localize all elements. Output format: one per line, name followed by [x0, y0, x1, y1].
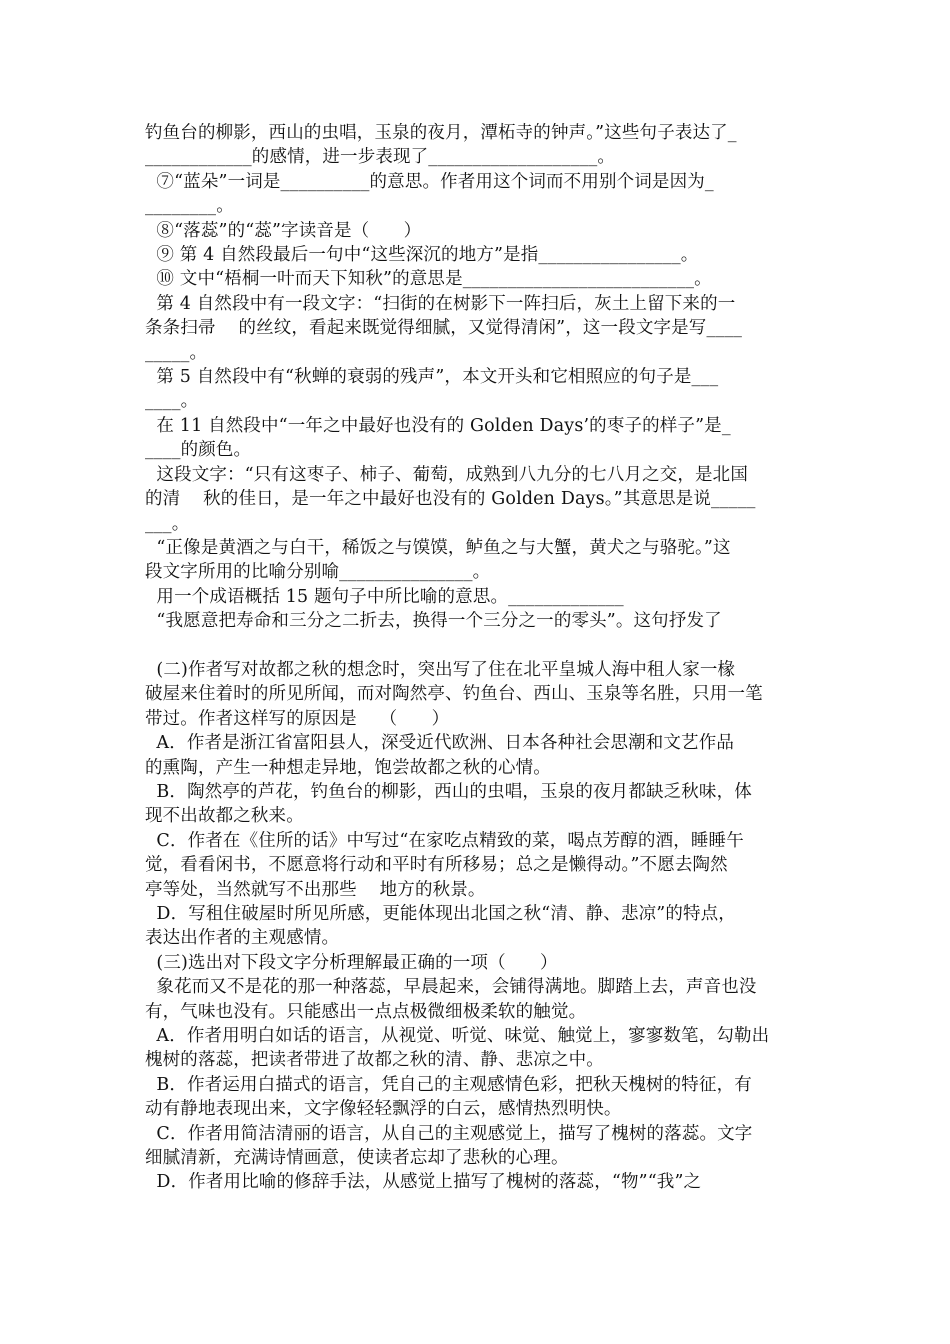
text-line: ___。 [145, 513, 190, 534]
text-line: 在 11 自然段中“一年之中最好也没有的 Golden Days’的枣子的样子”是_ [145, 415, 731, 436]
text-line: ____________的感情，进一步表现了___________________。 [145, 147, 616, 168]
text-line: 第 5 自然段中有“秋蝉的衰弱的残声”，本文开头和它相照应的句子是___ [145, 367, 719, 388]
text-line: 第 4 自然段中有一段文字：“扫街的在树影下一阵扫后，灰土上留下来的一 [145, 293, 736, 314]
text-line: D．作者用比喻的修辞手法，从感觉上描写了槐树的落蕊，“物”“我”之 [145, 1172, 702, 1193]
text-line [145, 634, 810, 658]
document-body [145, 121, 810, 1195]
text-line: 现不出故都之秋来。 [145, 806, 304, 827]
text-line: 动有静地表现出来，文字像轻轻飘浮的白云，感情热烈明快。 [145, 1099, 622, 1120]
text-line: 段文字所用的比喻分别喻_______________。 [145, 562, 491, 583]
text-line: 槐树的落蕊，把读者带进了故都之秋的清、静、悲凉之中。 [145, 1050, 604, 1071]
text-line: 钓鱼台的柳影，西山的虫唱，玉泉的夜月，潭柘寺的钟声。”这些句子表达了_ [145, 123, 737, 143]
text-line: “正像是黄酒之与白干，稀饭之与馍馍，鲈鱼之与大蟹，黄犬之与骆驼。”这 [145, 537, 731, 558]
text-line: “我愿意把寿命和三分之二折去，换得一个三分之一的零头”。这句抒发了 [145, 611, 722, 632]
text-line: D．写租住破屋时所见所感，更能体现出北国之秋“清、静、悲凉”的特点， [145, 903, 736, 924]
text-line: (三)选出对下段文字分析理解最正确的一项（ ） [145, 952, 558, 973]
text-line: 细腻清新，充满诗情画意，使读者忘却了悲秋的心理。 [145, 1148, 569, 1169]
text-line: B．作者运用白描式的语言，凭自己的主观感情色彩，把秋天槐树的特征，有 [145, 1074, 752, 1095]
text-line: _____。 [145, 342, 208, 363]
text-line: 条条扫帚 的丝纹，看起来既觉得细腻，又觉得清闲”，这一段文字是写____ [145, 318, 743, 339]
text-line: 有，气味也没有。只能感出一点点极微细极柔软的触觉。 [145, 1001, 587, 1022]
text-line: ________。 [145, 196, 234, 217]
text-line: ⑧“落蕊”的“蕊”字读音是（ ） [145, 220, 422, 241]
text-line: 这段文字：“只有这枣子、柿子、葡萄，成熟到八九分的七八月之交，是北国 [145, 464, 748, 485]
text-line: C．作者在《住所的话》中写过“在家吃点精致的菜，喝点芳醇的酒，睡睡午 [145, 830, 744, 851]
text-line: C．作者用简洁清丽的语言，从自己的主观感觉上，描写了槐树的落蕊。文字 [145, 1123, 753, 1144]
text-line: ____的颜色。 [145, 440, 252, 461]
text-line: 带过。作者这样写的原因是 （ ） [145, 708, 450, 729]
text-line: B．陶然亭的芦花，钓鱼台的柳影，西山的虫唱，玉泉的夜月都缺乏秋味，体 [145, 781, 752, 802]
text-line: (二)作者写对故都之秋的想念时，突出写了住在北平皇城人海中租人家一椽 [145, 659, 736, 680]
text-line: A．作者是浙江省富阳县人，深受近代欧洲、日本各种社会思潮和文艺作品 [145, 733, 735, 754]
text-line: ⑨ 第 4 自然段最后一句中“这些深沉的地方”是指________________。 [145, 245, 699, 266]
text-line: ⑦“蓝朵”一词是__________的意思。作者用这个词而不用别个词是因为_ [145, 171, 714, 192]
text-line: 亭等处，当然就写不出那些 地方的秋景。 [145, 879, 486, 900]
text-line: ⑩ 文中“梧桐一叶而天下知秋”的意思是__________________________。 [145, 269, 712, 290]
text-line: 表达出作者的主观感情。 [145, 928, 340, 949]
text-line: 觉，看看闲书，不愿意将行动和平时有所移易；总之是懒得动。”不愿去陶然 [145, 855, 728, 876]
text-line: 象花而又不是花的那一种落蕊，早晨起来，会铺得满地。脚踏上去，声音也没 [145, 977, 757, 998]
text-line: 的清 秋的佳日，是一年之中最好也没有的 Golden Days。”其意思是说_____ [145, 489, 756, 510]
text-line: 的熏陶，产生一种想走异地，饱尝故都之秋的心情。 [145, 757, 551, 778]
text-line: 用一个成语概括 15 题句子中所比喻的意思。_____________ [145, 586, 624, 607]
text-line: 破屋来住着时的所见所闻，而对陶然亭、钓鱼台、西山、玉泉等名胜，只用一笔 [145, 684, 763, 705]
text-line: A．作者用明白如话的语言，从视觉、听觉、味觉、触觉上，寥寥数笔，勾勒出 [145, 1026, 770, 1047]
text-line: ____。 [145, 391, 199, 412]
